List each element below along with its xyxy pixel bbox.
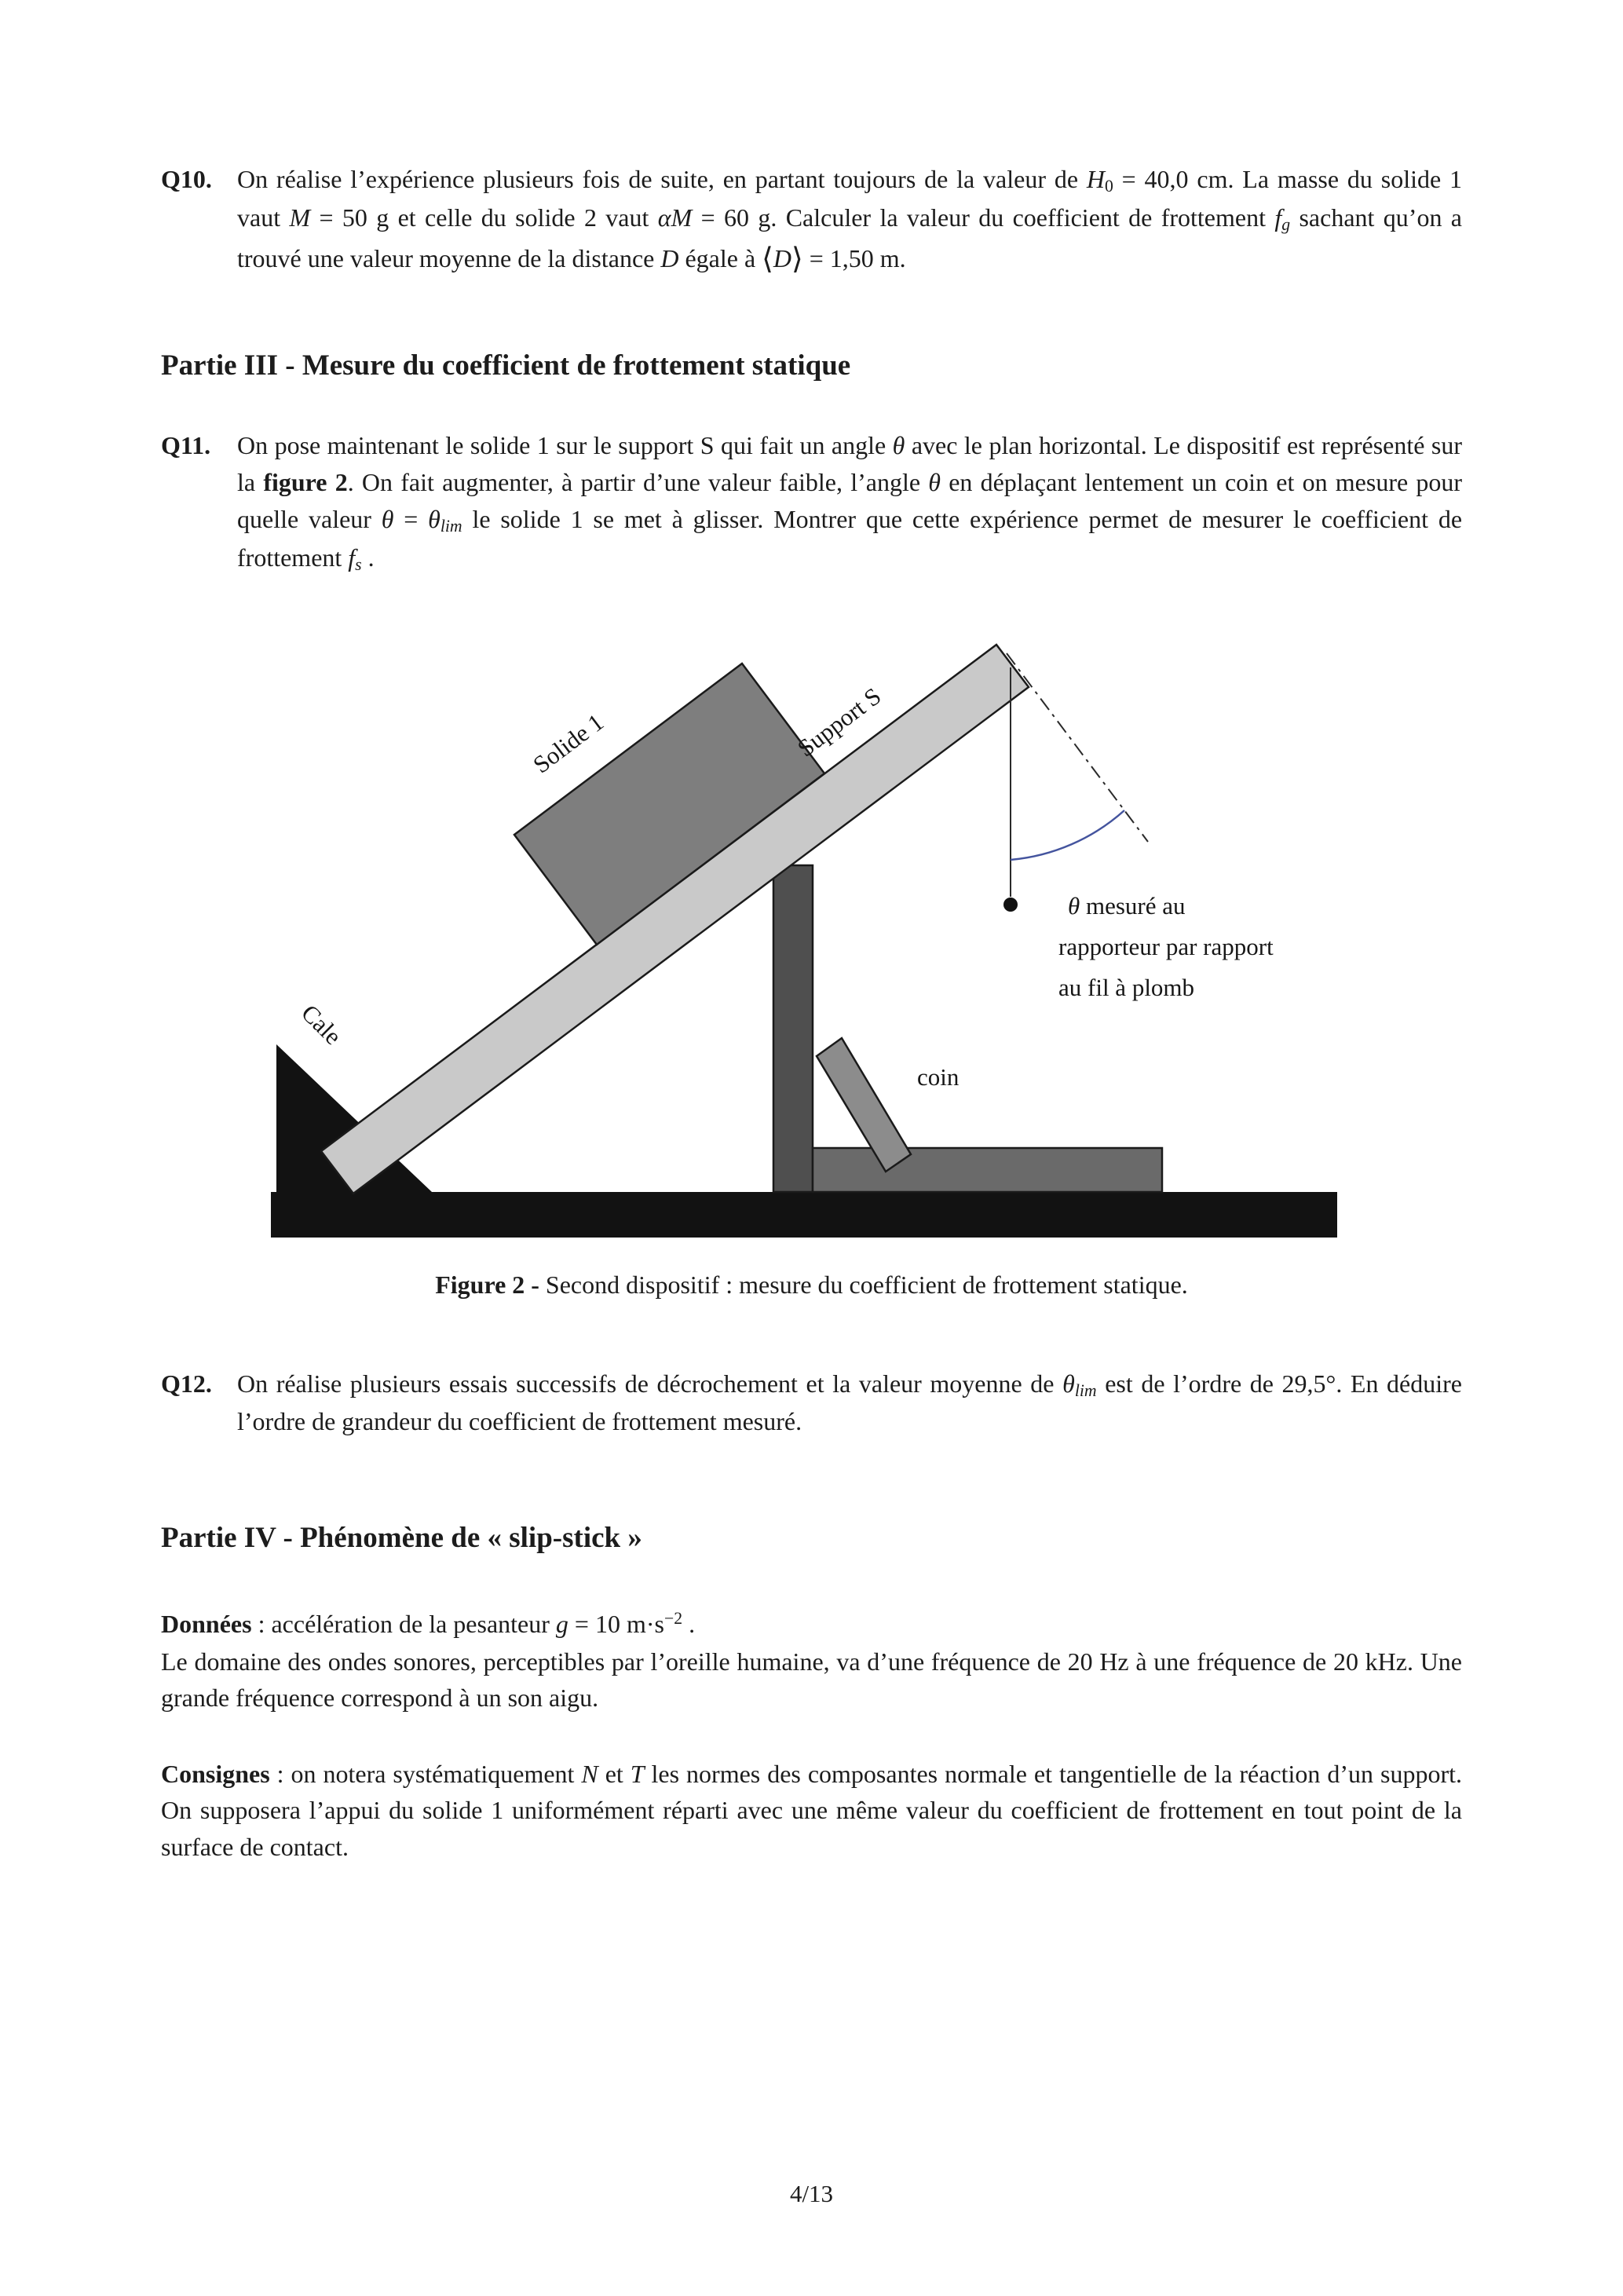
figure-caption-prefix: Figure 2 -: [435, 1270, 539, 1299]
label-theta-measure: [1068, 892, 1186, 919]
figure-2: [0, 605, 1623, 1300]
question-q11-text: On pose maintenant le solide 1 sur le support S qui fait un angle θ avec le plan horizontal. Le dispositif est représenté sur la figure 2. On fait augmenter, à partir d’une valeur faible, l’angle θ en déplaçant lentement un coin et on mesure pour quelle valeur θ = θlim le solide 1 se met à glisser. Montrer que cette expérience permet de mesurer le coefficient de frottement fs .: [237, 431, 1463, 574]
donnees-body-paragraph: Le domaine des ondes sonores, perceptibles par l’oreille humaine, va d’une fréquence de 20 Hz à une fréquence de 20 kHz. Une grande fréquence correspond à un son aigu.: [161, 1647, 1462, 1713]
base-bar: [813, 1148, 1162, 1192]
figure-caption: [0, 1270, 1623, 1300]
figure-2-diagram: [0, 605, 1623, 1256]
figure-caption-text: Second dispositif : mesure du coefficient de frottement statique.: [539, 1270, 1188, 1299]
label-theta-line2: rapporteur par rapport: [1058, 932, 1274, 960]
question-q11: [161, 427, 1462, 578]
label-support-s: Support S: [791, 682, 886, 762]
page-number: 4/13: [789, 2180, 834, 2207]
question-q12-text: On réalise plusieurs essais successifs de décrochement et la valeur moyenne de θlim est de l’ordre de 29,5°. En déduire l’ordre de grandeur du coefficient de frottement mesuré.: [237, 1369, 1463, 1436]
question-q11-label: Q11.: [161, 431, 211, 460]
label-solide1: Solide 1: [528, 707, 609, 779]
question-q12-label: Q12.: [161, 1369, 212, 1398]
protractor-dashdot-line: [1007, 653, 1148, 842]
question-q10-label: Q10.: [161, 165, 212, 193]
plumb-bob: [1003, 898, 1018, 912]
part3-heading: Partie III - Mesure du coefficient de frottement statique: [161, 349, 851, 382]
support-post: [773, 865, 813, 1192]
question-q10: [161, 161, 1462, 281]
label-coin: coin: [917, 1062, 960, 1091]
question-q10-text: On réalise l’expérience plusieurs fois de suite, en partant toujours de la valeur de H0 = 40,0 cm. La masse du solide 1 vaut M = 50 g et celle du solide 2 vaut αM = 60 g. Calculer la valeur du coefficient de frottement fg sachant qu’on a trouvé une valeur moyenne de la distance D égale à ⟨D⟩ = 1,50 m.: [237, 165, 1463, 276]
consignes-paragraph: Consignes : on notera systématiquement N et T les normes des composantes normale et tangentielle de la réaction d’un support. On supposera l’appui du solide 1 uniformément réparti avec une même valeur du coefficient de frottement en tout point de la surface de contact.: [161, 1759, 1463, 1861]
label-theta-line3: au fil à plomb: [1058, 973, 1195, 1001]
label-cale: Cale: [296, 998, 347, 1050]
theta-text: mesuré au: [1080, 891, 1186, 919]
theta-symbol: θ: [1068, 891, 1080, 919]
theta-angle-arc: [1011, 810, 1124, 860]
question-q12: [161, 1366, 1462, 1441]
part4-heading: Partie IV - Phénomène de « slip-stick »: [161, 1521, 642, 1554]
donnees-paragraph: Données : accélération de la pesanteur g = 10 $m\cdot s^{-2}$ .: [161, 1608, 696, 1638]
ground-bar: [271, 1192, 1337, 1238]
